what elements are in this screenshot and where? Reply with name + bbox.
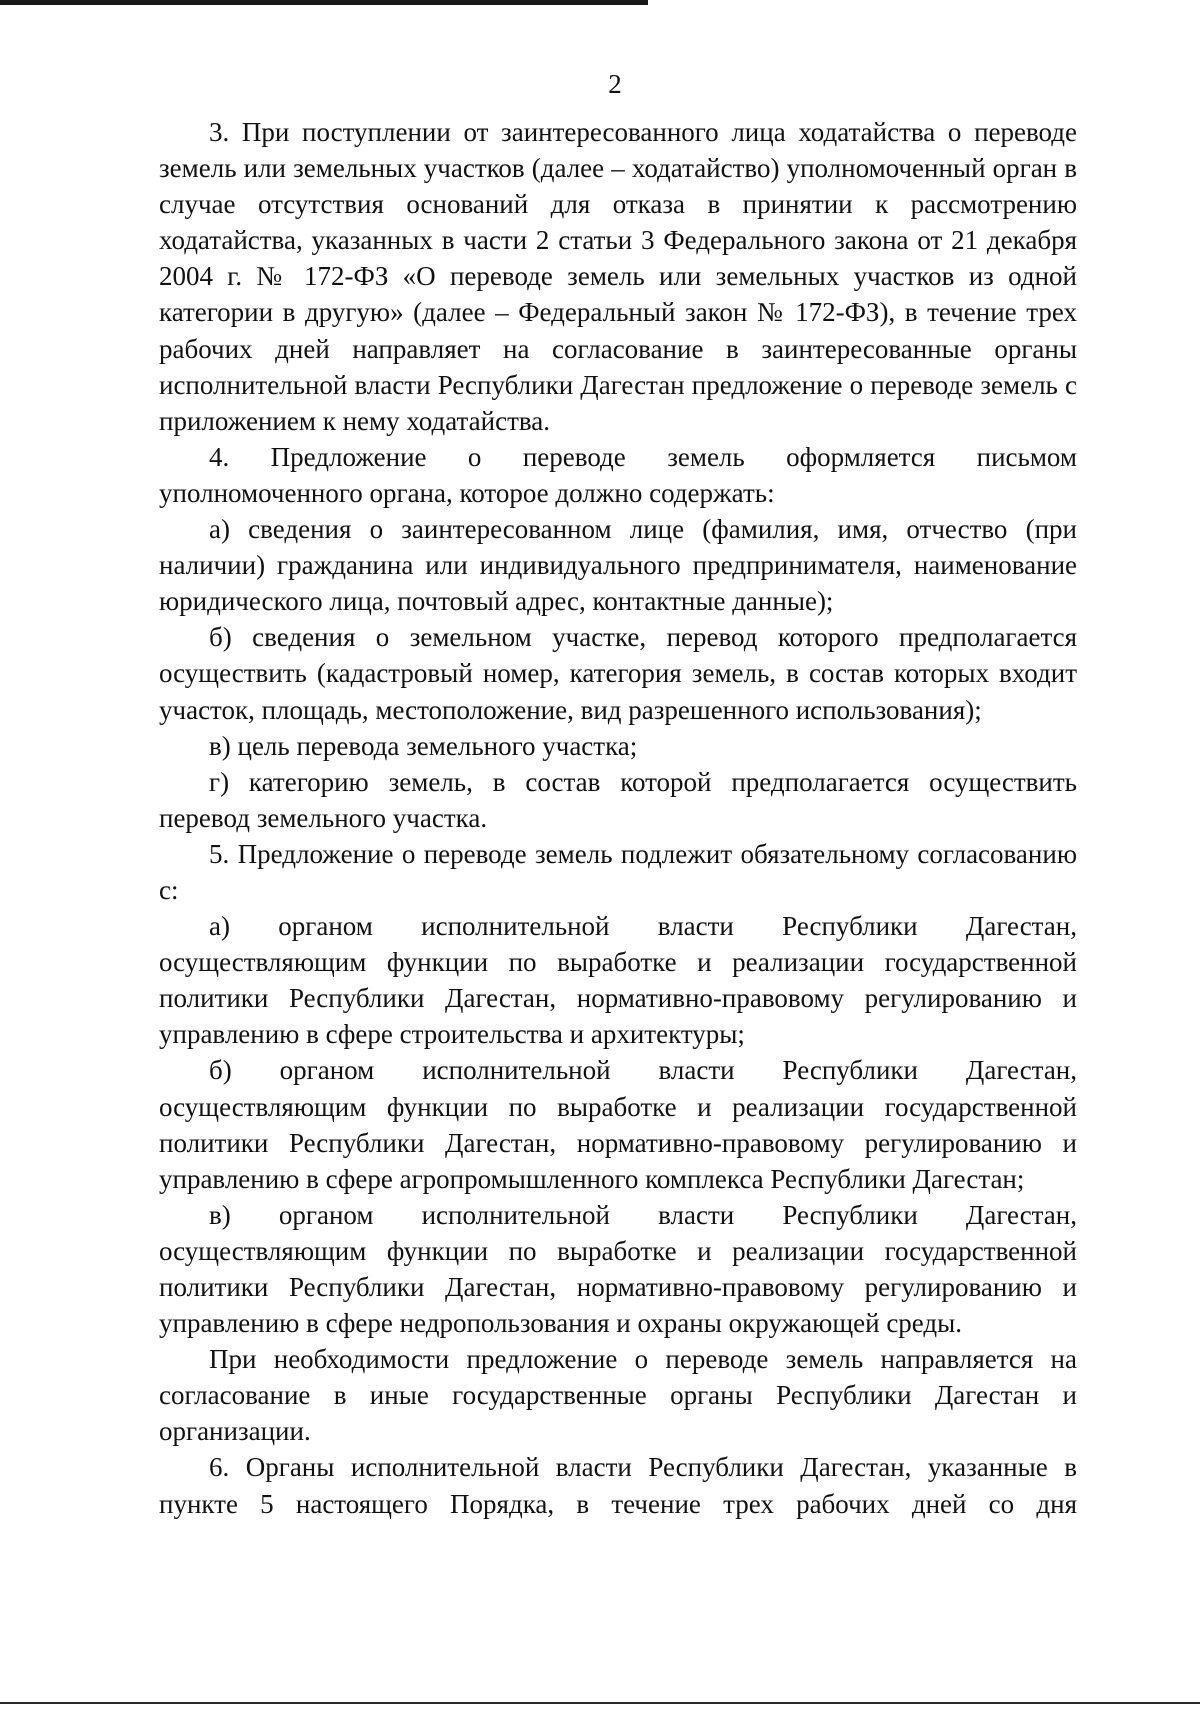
paragraph-5-item-b: б) органом исполнительной власти Республики Дагестан, осуществляющим функции по выработке и реализации государственной политики Республики Дагестан, нормативно-правовому регулированию и управлению в сфере агропромышленного комплекса Республики Дагестан;	[159, 1055, 1077, 1194]
paragraph-4-item-g: г) категорию земель, в состав которой предполагается осуществить перевод земельного участка.	[159, 766, 1077, 833]
paragraph-4: 4. Предложение о переводе земель оформляется письмом уполномоченного органа, которое должно содержать:	[159, 441, 1077, 508]
paragraph-5: 5. Предложение о переводе земель подлежит обязательному согласованию с:	[159, 838, 1077, 905]
paragraph-5-note: При необходимости предложение о переводе земель направляется на согласование в иные государственные органы Республики Дагестан и организации.	[159, 1344, 1077, 1447]
document-body	[159, 114, 1077, 1522]
paragraph-3: 3. При поступлении от заинтересованного лица ходатайства о переводе земель или земельных участков (далее – ходатайство) уполномоченный орган в случае отсутствия оснований для отказа в принятии к рассмотрению ходатайства, указанных в части 2 статьи 3 Федерального закона от 21 декабря 2004 г. № 172-ФЗ «О переводе земель или земельных участков из одной категории в другую» (далее – Федеральный закон № 172-ФЗ), в течение трех рабочих дней направляет на согласование в заинтересованные органы исполнительной власти Республики Дагестан предложение о переводе земель с приложением к нему ходатайства.	[159, 117, 1077, 436]
paragraph-4-item-a: а) сведения о заинтересованном лице (фамилия, имя, отчество (при наличии) гражданина или индивидуального предпринимателя, наименование юридического лица, почтовый адрес, контактные данные);	[159, 514, 1077, 617]
scan-bottom-edge	[0, 1702, 1200, 1704]
paragraph-5-item-a: а) органом исполнительной власти Республики Дагестан, осуществляющим функции по выработке и реализации государственной политики Республики Дагестан, нормативно-правовому регулированию и управлению в сфере строительства и архитектуры;	[159, 911, 1077, 1050]
paragraph-4-item-v: в) цель перевода земельного участка;	[209, 730, 638, 761]
paragraph-4-item-b: б) сведения о земельном участке, перевод которого предполагается осуществить (кадастровый номер, категория земель, в состав которых входит участок, площадь, местоположение, вид разрешенного использования);	[159, 622, 1077, 725]
paragraph-6: 6. Органы исполнительной власти Республики Дагестан, указанные в пункте 5 настоящего Порядка, в течение трех рабочих дней со дня	[159, 1452, 1077, 1519]
scan-top-edge	[0, 0, 648, 5]
page-number: 2	[608, 69, 622, 99]
paragraph-5-item-v: в) органом исполнительной власти Республики Дагестан, осуществляющим функции по выработке и реализации государственной политики Республики Дагестан, нормативно-правовому регулированию и управлению в сфере недропользования и охраны окружающей среды.	[159, 1199, 1077, 1339]
